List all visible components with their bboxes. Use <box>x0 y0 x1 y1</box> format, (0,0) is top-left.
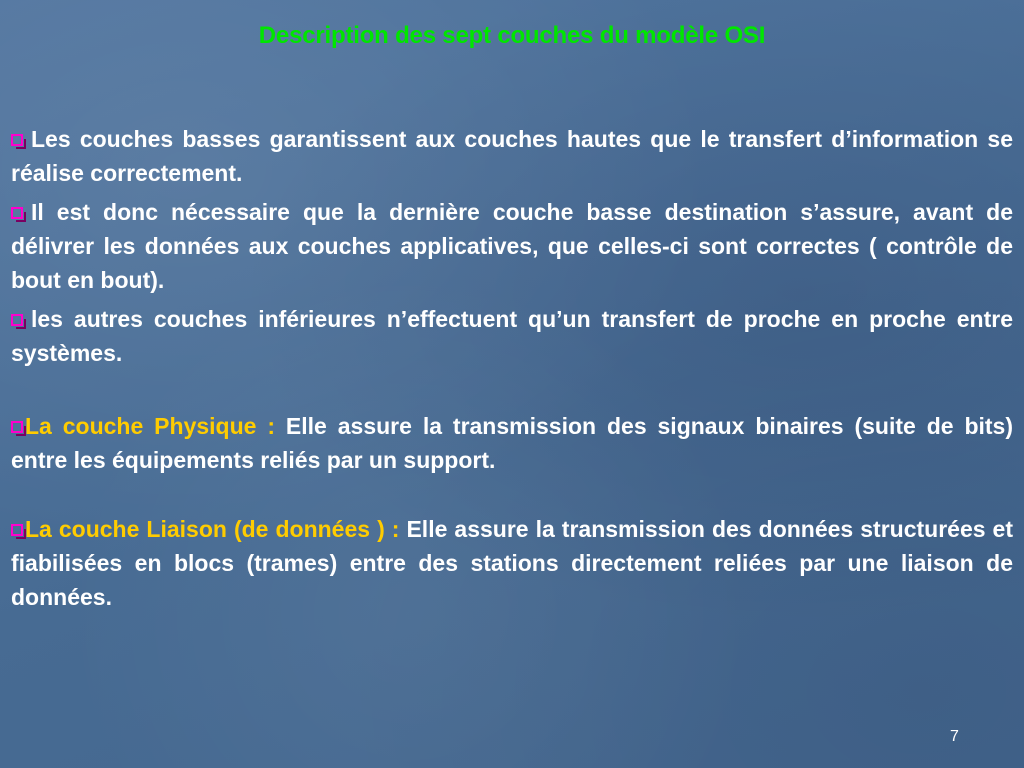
paragraph-text: les autres couches inférieures n’effectuent qu’un transfert de proche en proche entre systèmes. <box>11 306 1013 366</box>
square-bullet-icon <box>11 421 23 433</box>
paragraph-end-to-end-control <box>11 195 1013 297</box>
page-number: 7 <box>950 728 959 745</box>
paragraph-text: Il est donc nécessaire que la dernière couche basse destination s’assure, avant de délivrer les données aux couches applicatives, que celles-ci sont correctes ( contrôle de bout en bout). <box>11 199 1013 293</box>
data-link-layer-heading: La couche Liaison (de données ) : <box>25 516 407 542</box>
square-bullet-icon <box>11 524 23 536</box>
paragraph-text: Elle assure la transmission des données structurées et fiabilisées en blocs (trames) entre des stations directement reliées par une liaison de données. <box>11 516 1014 610</box>
square-bullet-icon <box>11 134 23 146</box>
paragraph-text: Les couches basses garantissent aux couches hautes que le transfert d’information se réalise correctement. <box>11 126 1013 186</box>
square-bullet-icon <box>11 207 23 219</box>
paragraph-lower-layers <box>11 122 1013 190</box>
slide-body <box>11 122 1013 614</box>
slide-title: Description des sept couches du modèle OSI <box>258 22 766 49</box>
paragraph-text: Elle assure la transmission des signaux binaires (suite de bits) entre les équipements reliés par un support. <box>11 413 1014 473</box>
paragraph-data-link-layer <box>11 512 1013 614</box>
paragraph-physical-layer <box>11 409 1013 477</box>
physical-layer-heading: La couche Physique : <box>25 413 286 439</box>
paragraph-hop-by-hop <box>11 302 1013 370</box>
square-bullet-icon <box>11 314 23 326</box>
